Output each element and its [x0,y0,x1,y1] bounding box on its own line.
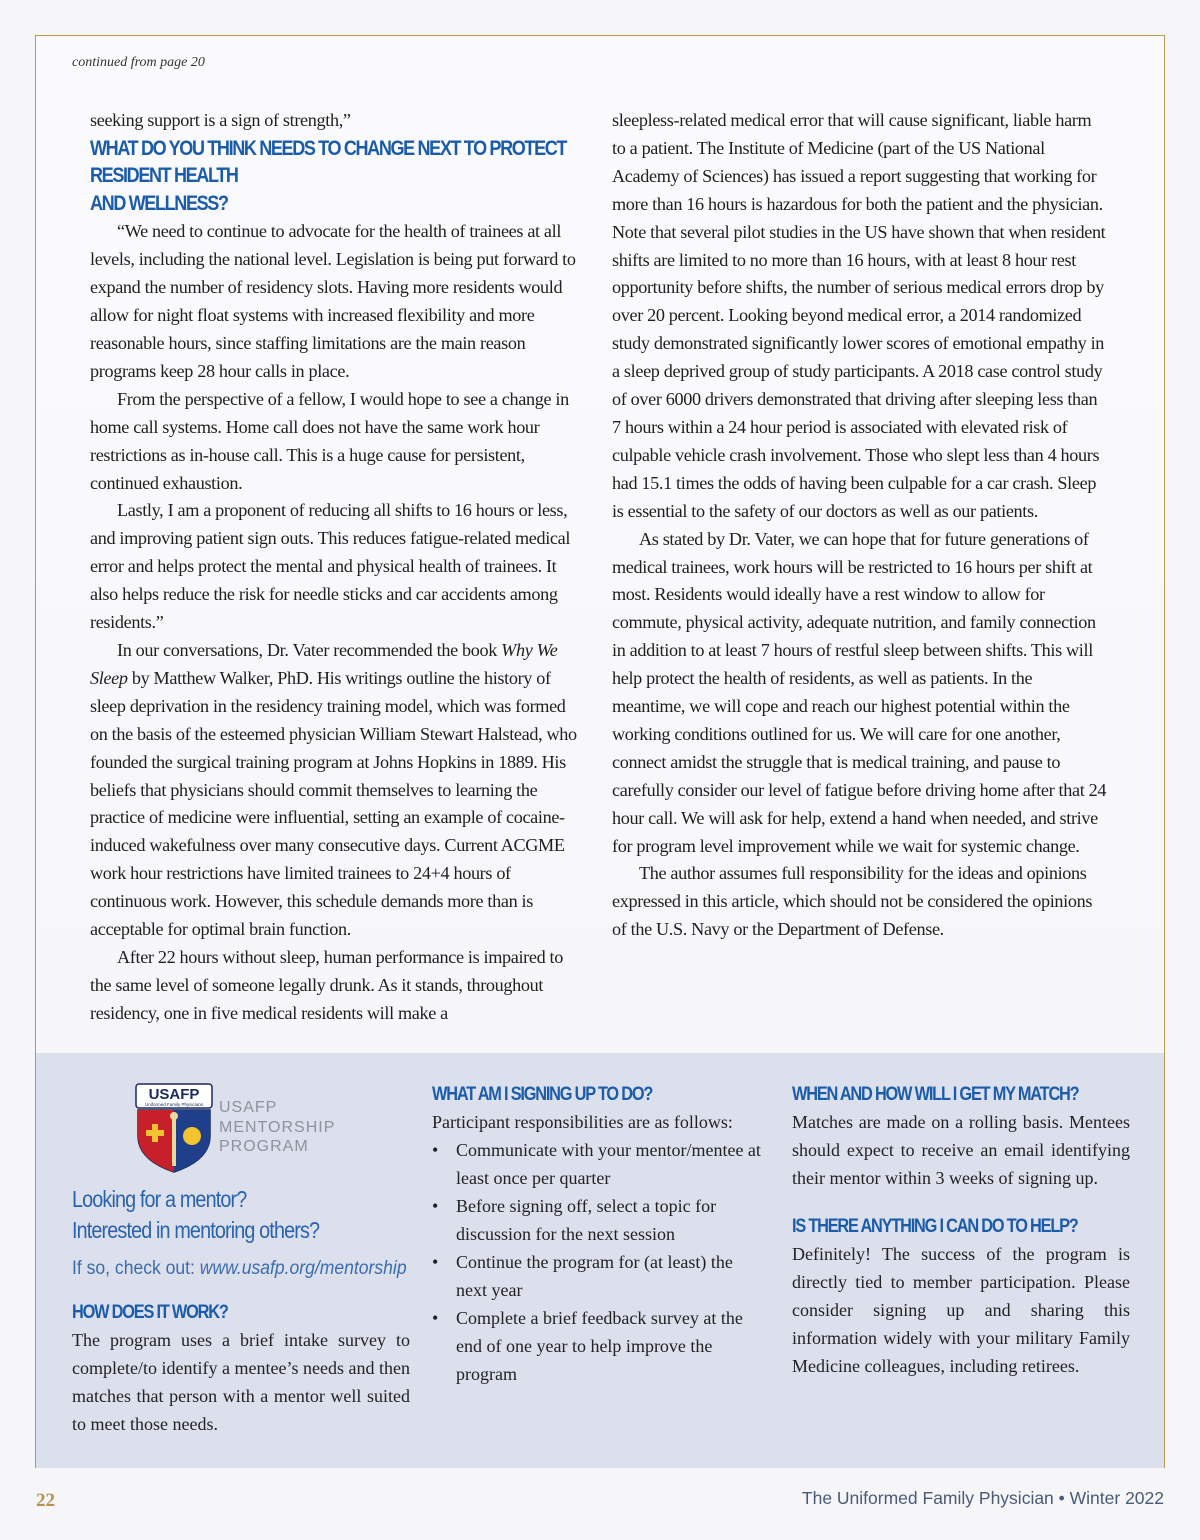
logo-badge-subtext: Uniformed Family Physicians [144,1102,204,1107]
list-item: • Continue the program for (at least) the next year [432,1248,764,1304]
responsibility-list [432,1136,764,1388]
match-text: Matches are made on a rolling basis. Mentees should expect to receive an email identifying their mentor within 3 weeks of signing up. [792,1112,1130,1188]
list-item: • Communicate with your mentor/mentee at least once per quarter [432,1136,764,1192]
how-text: The program uses a brief intake survey to complete/to identify a mentee’s needs and then matches that person with a mentor well suited to meet those needs. [72,1330,410,1434]
help-text: Definitely! The success of the program is directly tied to member participation. Please consider signing up and sharing this information widely with your military Family Medicine colleagues, including retirees. [792,1244,1130,1376]
mentorship-link[interactable]: www.usafp.org/mentorship [199,1257,407,1279]
logo-badge-text: USAFP [148,1086,200,1103]
paragraph-disclaimer: The author assumes full responsibility for the ideas and opinions expressed in this article, which should not be considered the opinions of the U.S. Navy or the Department of Defense. [612,863,1093,940]
help-heading: IS THERE ANYTHING I CAN DO TO HELP? [792,1216,1078,1237]
section-heading [90,135,589,218]
logo-wordmark [219,1098,335,1157]
paragraph-text: by Matthew Walker, PhD. His writings outline the history of sleep deprivation in the residency training model, which was formed on the basis of the esteemed physician William Stewart Halstead, who founded the surgical training program at Johns Hopkins in 1889. His beliefs that physicians should commit themselves to learning the practice of medicine were influential, setting an example of cocaine-induced wakefulness over many consecutive days. Current ACGME work hour restrictions have limited trainees to 24+4 hours of continuous work. However, this schedule demands more than is acceptable for optimal brain function. [90,667,577,940]
mentorship-tagline [72,1184,416,1246]
tagline-line1: Looking for a mentor? [72,1186,247,1212]
paragraph: “We need to continue to advocate for the health of trainees at all levels, including the national level. Legislation is being put forward to expand the number of residency slots. Having more residents would allow for night float systems with increased flexibility and more reasonable hours, since staffing limitations are the main reason programs keep 28 hour calls in place. [90,221,576,381]
article-left-column [90,107,584,1028]
mentorship-column-1 [72,1082,410,1438]
check-out-prefix: If so, check out: [72,1257,200,1279]
logo-line: MENTORSHIP [219,1118,336,1136]
page-number: 22 [36,1490,55,1511]
shield-icon [134,1082,214,1174]
article-right-column [612,107,1108,944]
tagline-line2: Interested in mentoring others? [72,1217,320,1243]
mentorship-column-3 [792,1082,1130,1380]
continued-note: continued from page 20 [72,55,205,70]
list-item: • Complete a brief feedback survey at the end of one year to help improve the program [432,1304,764,1388]
sign-intro: Participant responsibilities are as follows: [432,1112,733,1132]
paragraph-book-recommendation [90,637,584,944]
book-title: Why We Sleep [90,640,558,688]
mentorship-column-2 [432,1082,764,1388]
section-heading-line1: WHAT DO YOU THINK NEEDS TO CHANGE NEXT TO PROTECT RESIDENT HEALTH [90,136,567,188]
paragraph-text: In our conversations, Dr. Vater recommended the book [117,640,502,660]
opening-line: seeking support is a sign of strength,” [90,110,351,130]
section-heading-line2: AND WELLNESS? [90,191,228,215]
paragraph: sleepless-related medical error that will cause significant, liable harm to a patient. The Institute of Medicine (part of the US National Academy of Sciences) has issued a report suggesting that working for more than 16 hours is hazardous for both the patient and the physician. Note that several pilot studies in the US have shown that when resident shifts are limited to no more than 16 hours, with at least 8 hour rest opportunity before shifts, the number of serious medical errors drop by over 20 percent. Looking beyond medical error, a 2014 randomized study demonstrated significantly lower scores of emotional empathy in a sleep deprived group of study participants. A 2018 case control study of over 6000 drivers demonstrated that driving after sleeping less than 7 hours within a 24 hour period is associated with elevated risk of culpable vehicle crash involvement. Those who slept less than 4 hours had 15.1 times the odds of having been culpable for a car crash. Sleep is essential to the safety of our doctors as well as our patients. [612,110,1106,521]
magazine-footer: The Uniformed Family Physician • Winter 2022 [801,1488,1164,1508]
how-heading: HOW DOES IT WORK? [72,1302,228,1323]
logo-line: USAFP [219,1099,278,1116]
check-out-line [72,1254,414,1282]
paragraph: After 22 hours without sleep, human performance is impaired to the same level of someone legally drunk. As it stands, throughout residency, one in five medical residents will make a [90,946,563,1023]
match-heading: WHEN AND HOW WILL I GET MY MATCH? [792,1084,1079,1105]
paragraph: Lastly, I am a proponent of reducing all shifts to 16 hours or less, and improving patient sign outs. This reduces fatigue-related medical error and helps protect the mental and physical health of trainees. It also helps reduce the risk for needle sticks and car accidents among residents.” [90,500,571,633]
paragraph: From the perspective of a fellow, I would hope to see a change in home call systems. Home call does not have the same work hour restrictions as in-house call. This is a huge cause for persistent, continued exhaustion. [90,388,569,493]
logo-line: PROGRAM [219,1138,309,1155]
sign-heading: WHAT AM I SIGNING UP TO DO? [432,1084,653,1105]
usafp-logo [72,1082,410,1182]
paragraph: As stated by Dr. Vater, we can hope that for future generations of medical trainees, work hours will be restricted to 16 hours per shift at most. Residents would ideally have a rest window to allow for commute, physical activity, adequate nutrition, and family connection in addition to at least 7 hours of restful sleep between shifts. This will help protect the health of residents, as well as patients. In the meantime, we will cope and reach our highest potential within the working conditions outlined for us. We will care for one another, connect amidst the struggle that is medical training, and pause to carefully consider our level of fatigue before driving home after that 24 hour call. We will ask for help, extend a hand when needed, and strive for program level improvement while we wait for systemic change. [612,528,1107,856]
list-item: • Before signing off, select a topic for discussion for the next session [432,1192,764,1248]
